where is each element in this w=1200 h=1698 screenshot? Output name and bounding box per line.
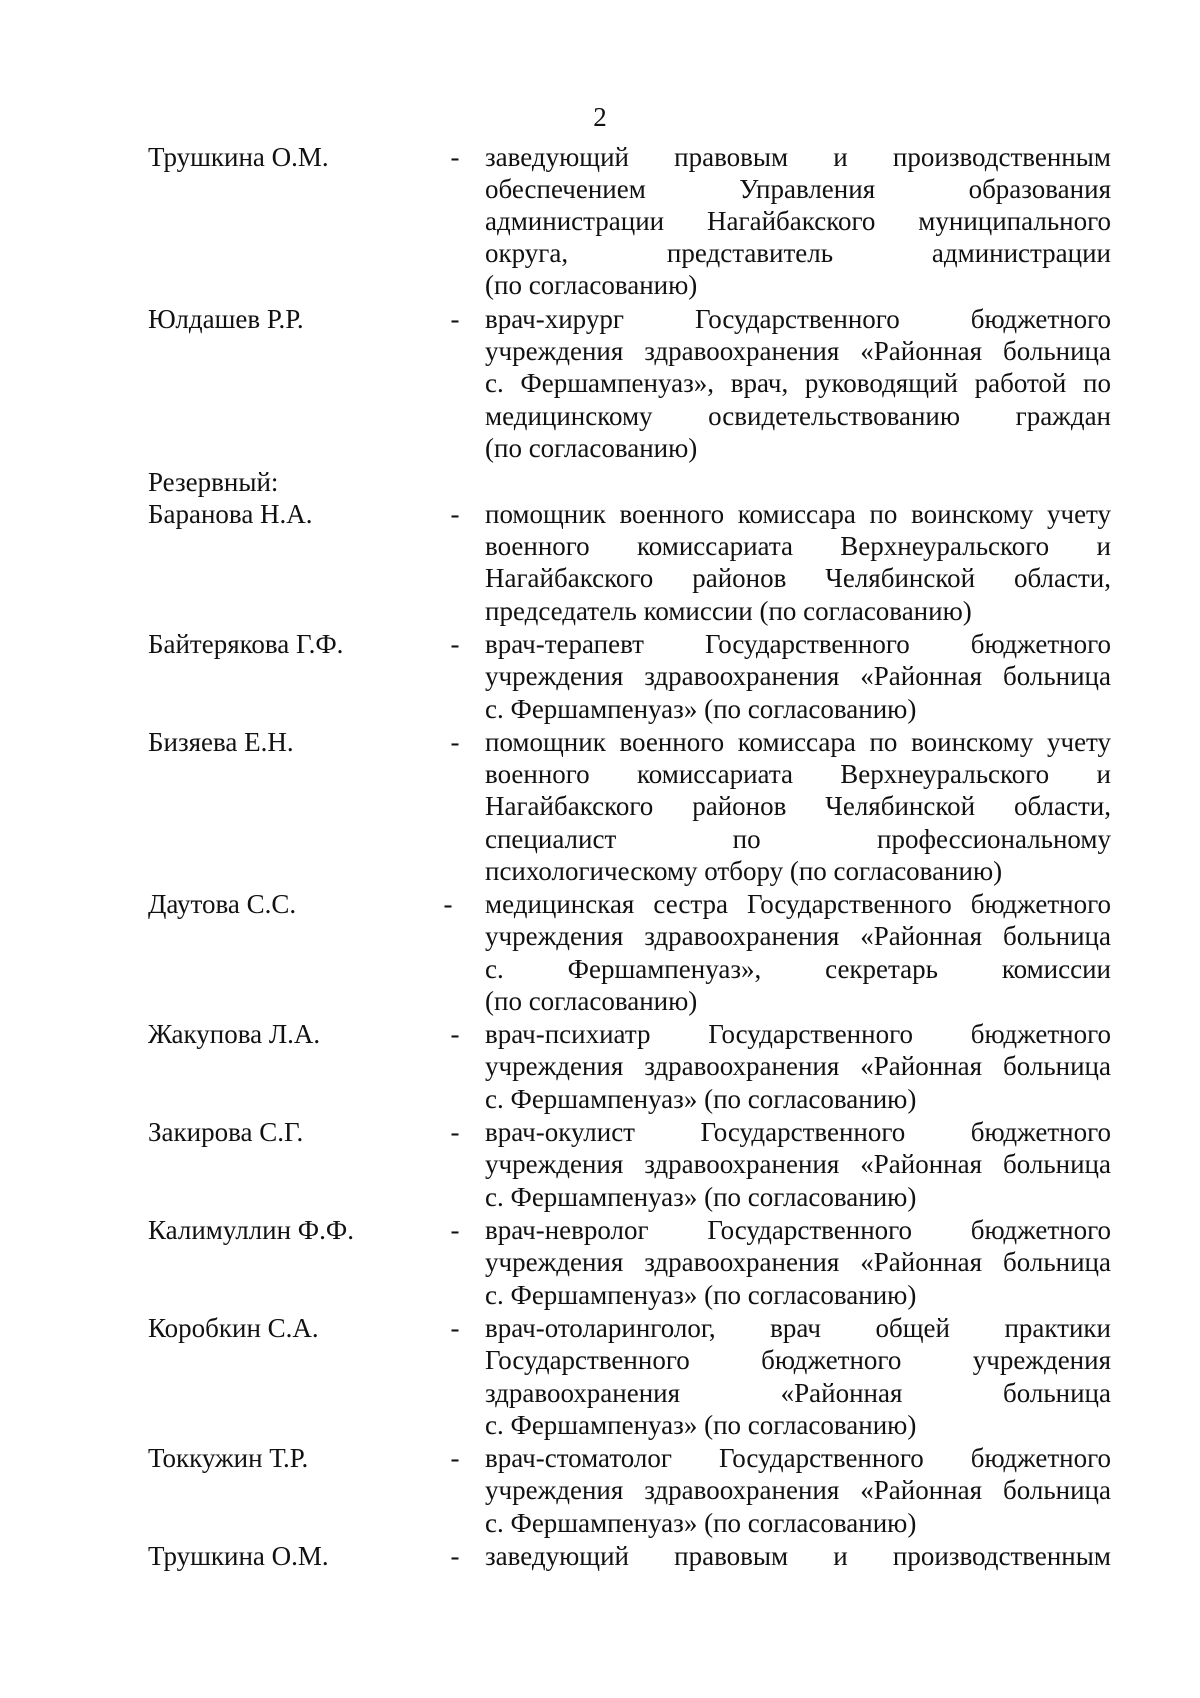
role-line: обеспечением Управления образования [485, 174, 1111, 204]
member-name: Бизяева Е.Н. [148, 727, 294, 757]
role-line: (по согласованию) [485, 986, 698, 1016]
section-label: Резервный: [148, 467, 279, 497]
role-line: учреждения здравоохранения «Районная больница [485, 921, 1111, 951]
role-line: врач-невролог Государственного бюджетного [485, 1215, 1111, 1245]
member-name: Трушкина О.М. [148, 142, 329, 172]
role-line: заведующий правовым и производственным [485, 142, 1111, 172]
role-line: врач-терапевт Государственного бюджетного [485, 629, 1111, 659]
role-line: учреждения здравоохранения «Районная больница [485, 336, 1111, 366]
role-line: с. Фершампенуаз» (по согласованию) [485, 1084, 917, 1114]
role-line: (по согласованию) [485, 433, 698, 463]
dash-separator: - [450, 1117, 460, 1147]
page-number: 2 [593, 102, 607, 132]
role-line: медицинскому освидетельствованию граждан [485, 401, 1111, 431]
member-name: Трушкина О.М. [148, 1541, 329, 1571]
member-name: Юлдашев Р.Р. [148, 304, 304, 334]
role-line: врач-хирург Государственного бюджетного [485, 304, 1111, 334]
member-name: Токкужин Т.Р. [148, 1443, 309, 1473]
dash-separator: - [450, 142, 460, 172]
role-line: специалист по профессиональному [485, 824, 1111, 854]
role-line: председатель комиссии (по согласованию) [485, 596, 972, 626]
role-line: военного комиссариата Верхнеуральского и [485, 531, 1111, 561]
role-line: с. Фершампенуаз» (по согласованию) [485, 1508, 917, 1538]
dash-separator: - [450, 304, 460, 334]
role-line: с. Фершампенуаз» (по согласованию) [485, 1410, 917, 1440]
role-line: с. Фершампенуаз», секретарь комиссии [485, 954, 1111, 984]
dash-separator: - [450, 727, 460, 757]
role-line: помощник военного комиссара по воинскому учету [485, 727, 1111, 757]
role-line: администрации Нагайбакского муниципального [485, 206, 1111, 236]
role-line: врач-окулист Государственного бюджетного [485, 1117, 1111, 1147]
dash-separator: - [443, 889, 453, 919]
role-line: Нагайбакского районов Челябинской области, [485, 791, 1111, 821]
role-line: учреждения здравоохранения «Районная больница [485, 1247, 1111, 1277]
role-line: учреждения здравоохранения «Районная больница [485, 1051, 1111, 1081]
dash-separator: - [450, 1215, 460, 1245]
dash-separator: - [450, 629, 460, 659]
role-line: врач-отоларинголог, врач общей практики [485, 1313, 1111, 1343]
member-name: Байтерякова Г.Ф. [148, 629, 344, 659]
role-line: с. Фершампенуаз» (по согласованию) [485, 1280, 917, 1310]
dash-separator: - [450, 1313, 460, 1343]
role-line: (по согласованию) [485, 270, 698, 300]
role-line: врач-стоматолог Государственного бюджетного [485, 1443, 1111, 1473]
member-name: Жакупова Л.А. [148, 1019, 321, 1049]
member-name: Даутова С.С. [148, 889, 297, 919]
dash-separator: - [450, 1019, 460, 1049]
role-line: учреждения здравоохранения «Районная больница [485, 1475, 1111, 1505]
dash-separator: - [450, 499, 460, 529]
role-line: с. Фершампенуаз», врач, руководящий работой по [485, 368, 1111, 398]
role-line: врач-психиатр Государственного бюджетного [485, 1019, 1111, 1049]
role-line: учреждения здравоохранения «Районная больница [485, 1149, 1111, 1179]
role-line: заведующий правовым и производственным [485, 1541, 1111, 1571]
role-line: помощник военного комиссара по воинскому учету [485, 499, 1111, 529]
role-line: военного комиссариата Верхнеуральского и [485, 759, 1111, 789]
role-line: здравоохранения «Районная больница [485, 1378, 1111, 1408]
dash-separator: - [450, 1541, 460, 1571]
dash-separator: - [450, 1443, 460, 1473]
role-line: округа, представитель администрации [485, 238, 1111, 268]
member-name: Закирова С.Г. [148, 1117, 304, 1147]
role-line: с. Фершампенуаз» (по согласованию) [485, 694, 917, 724]
member-name: Коробкин С.А. [148, 1313, 319, 1343]
role-line: с. Фершампенуаз» (по согласованию) [485, 1182, 917, 1212]
role-line: медицинская сестра Государственного бюджетного [485, 889, 1111, 919]
role-line: учреждения здравоохранения «Районная больница [485, 661, 1111, 691]
role-line: Государственного бюджетного учреждения [485, 1345, 1111, 1375]
member-name: Баранова Н.А. [148, 499, 313, 529]
role-line: Нагайбакского районов Челябинской области, [485, 563, 1111, 593]
role-line: психологическому отбору (по согласованию) [485, 856, 1003, 886]
member-name: Калимуллин Ф.Ф. [148, 1215, 354, 1245]
